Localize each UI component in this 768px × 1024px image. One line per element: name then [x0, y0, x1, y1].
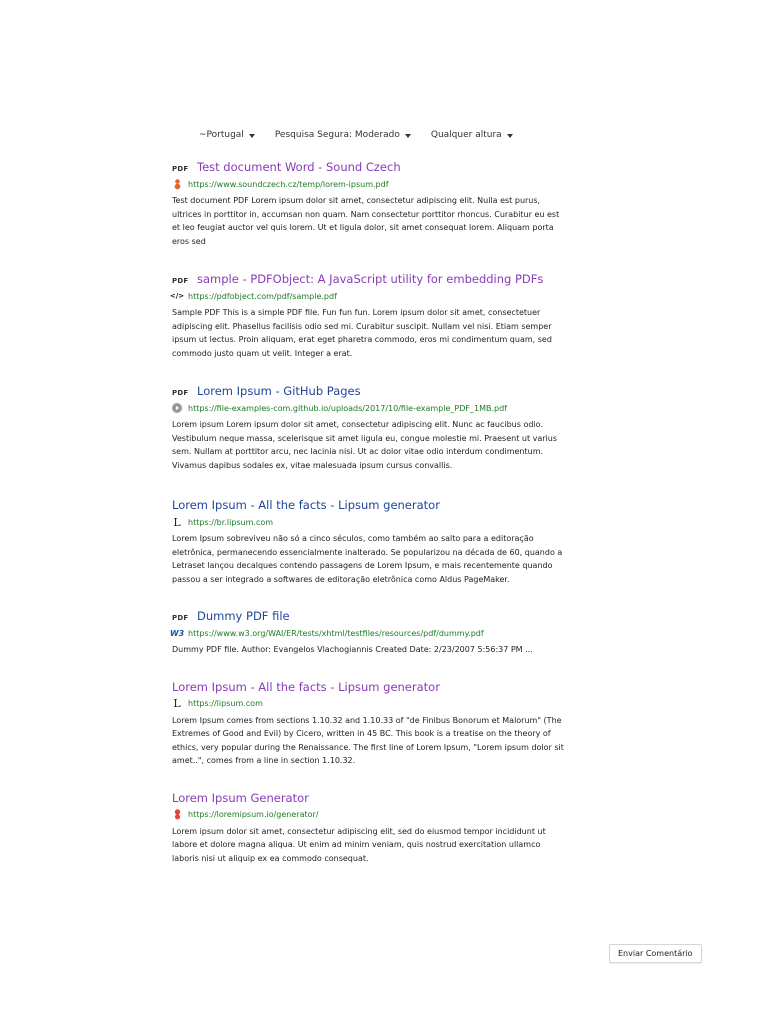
result-title-row — [172, 160, 564, 176]
result-url-row — [172, 697, 564, 711]
chevron-down-icon — [507, 134, 513, 138]
result-url-row — [172, 808, 564, 822]
pdf-tag: PDF — [172, 277, 189, 285]
result-url[interactable]: https://www.soundczech.cz/temp/lorem-ipsum.pdf — [188, 179, 389, 189]
w3c-icon: W3 — [169, 628, 185, 638]
result-snippet: Sample PDF This is a simple PDF file. Fun fun fun. Lorem ipsum dolor sit amet, consectetuer adipiscing elit. Phasellus facilisis odio sed mi. Curabitur suscipit. Nullam vel nisi. Etiam semper ipsum ut lectus. Proin aliquam, erat eget pharetra commodo, eros mi condimentum quam, sed commodo justo quam ut velit. Integer a erat. — [172, 308, 552, 358]
pdf-tag: PDF — [172, 165, 189, 173]
result-url[interactable]: https://www.w3.org/WAI/ER/tests/xhtml/testfiles/resources/pdf/dummy.pdf — [188, 628, 484, 638]
result-snippet: Lorem Ipsum comes from sections 1.10.32 and 1.10.33 of "de Finibus Bonorum et Malorum" (The Extremes of Good and Evil) by Cicero, written in 45 BC. This book is a treatise on the theory of ethics, very popular during the Renaissance. The first line of Lorem Ipsum, "Lorem ipsum dolor sit amet..", comes from a line in section 1.10.32. — [172, 715, 564, 765]
result-title-link[interactable]: sample - PDFObject: A JavaScript utility for embedding PDFs — [197, 272, 544, 286]
result-title-link[interactable]: Dummy PDF file — [197, 609, 290, 623]
result-title-row — [172, 272, 564, 288]
result-item — [172, 498, 564, 586]
result-item — [169, 609, 564, 657]
lipsum-icon: L — [173, 697, 181, 710]
result-snippet: Test document PDF Lorem ipsum dolor sit amet, consectetur adipiscing elit. Nulla est purus, ultrices in porttitor in, accumsan non quam. Nam consectetur porttitor rhoncus. Curabitur eu est et leo feugiat auctor vel quis lorem. Ut et ligula dolor, sit amet consequat lorem. Aliquam porta eros sed — [172, 196, 560, 246]
result-url-row — [172, 515, 564, 529]
result-item — [172, 680, 564, 768]
result-item — [172, 791, 564, 866]
result-url-row — [169, 289, 564, 303]
safe-search-filter[interactable] — [275, 130, 411, 140]
result-url-row — [169, 626, 564, 640]
soundczech-icon — [172, 179, 182, 189]
result-title-row — [172, 609, 564, 625]
result-item — [172, 160, 564, 248]
pdf-tag: PDF — [172, 614, 189, 622]
region-filter[interactable] — [199, 130, 255, 140]
code-icon: </> — [169, 292, 185, 300]
loremipsum-icon — [172, 810, 182, 820]
play-circle-icon — [172, 403, 182, 413]
result-title-link[interactable]: Lorem Ipsum Generator — [172, 790, 309, 805]
result-title-row — [172, 498, 564, 514]
result-url-row — [172, 177, 564, 191]
result-title-link[interactable]: Lorem Ipsum - GitHub Pages — [197, 384, 361, 398]
result-title-row — [172, 791, 564, 807]
pdf-tag: PDF — [172, 389, 189, 397]
chevron-down-icon — [249, 134, 255, 138]
result-url[interactable]: https://pdfobject.com/pdf/sample.pdf — [188, 291, 337, 301]
result-url[interactable]: https://file-examples-com.github.io/uploads/2017/10/file-example_PDF_1MB.pdf — [188, 403, 507, 413]
result-snippet: Dummy PDF file. Author: Evangelos Vlachogiannis Created Date: 2/23/2007 5:56:37 PM ... — [172, 645, 533, 654]
result-snippet: Lorem Ipsum sobreviveu não só a cinco séculos, como também ao salto para a editoração eletrônica, permanecendo essencialmente inalterado. Se popularizou na década de 60, quando a Letraset lançou decalques contendo passagens de Lorem Ipsum, e mais recentemente quando passou a ser integrado a softwares de editoração eletrônica como Aldus PageMaker. — [172, 534, 563, 584]
result-url-row — [172, 401, 564, 415]
results-list — [169, 160, 564, 882]
lipsum-icon: L — [173, 515, 181, 529]
result-title-link[interactable]: Test document Word - Sound Czech — [197, 160, 401, 174]
result-snippet: Lorem ipsum Lorem ipsum dolor sit amet, consectetur adipiscing elit. Nunc ac faucibus odio. Vestibulum neque massa, scelerisque sit amet ligula eu, congue molestie mi. Praesent ut varius sem. Nullam at porttitor arcu, nec lacinia nisi. Ut ac dolor vitae odio interdum condimentum. Vivamus dapibus sodales ex, vitae malesuada ipsum cursus convallis. — [172, 420, 558, 470]
result-item — [169, 272, 564, 360]
result-url[interactable]: https://loremipsum.io/generator/ — [188, 810, 319, 819]
time-filter-label: Qualquer altura — [430, 130, 502, 140]
result-title-link[interactable]: Lorem Ipsum - All the facts - Lipsum generator — [172, 679, 440, 694]
time-filter[interactable] — [431, 130, 513, 140]
safe-search-filter-label: Pesquisa Segura: Moderado — [274, 130, 400, 140]
send-feedback-button[interactable]: Enviar Comentário — [609, 944, 702, 963]
region-filter-label: ~Portugal — [199, 130, 244, 140]
result-title-link[interactable]: Lorem Ipsum - All the facts - Lipsum generator — [172, 498, 440, 512]
result-url[interactable]: https://lipsum.com — [188, 699, 263, 708]
result-item — [172, 384, 564, 472]
chevron-down-icon — [405, 134, 411, 138]
result-title-row — [172, 384, 564, 400]
result-title-row — [172, 680, 564, 696]
result-snippet: Lorem ipsum dolor sit amet, consectetur adipiscing elit, sed do eiusmod tempor incididunt ut labore et dolore magna aliqua. Ut enim ad minim veniam, quis nostrud exercitation ullamco laboris nisi ut aliquip ex ea commodo consequat. — [172, 826, 546, 863]
result-url[interactable]: https://br.lipsum.com — [188, 517, 274, 527]
search-filters — [199, 130, 513, 140]
